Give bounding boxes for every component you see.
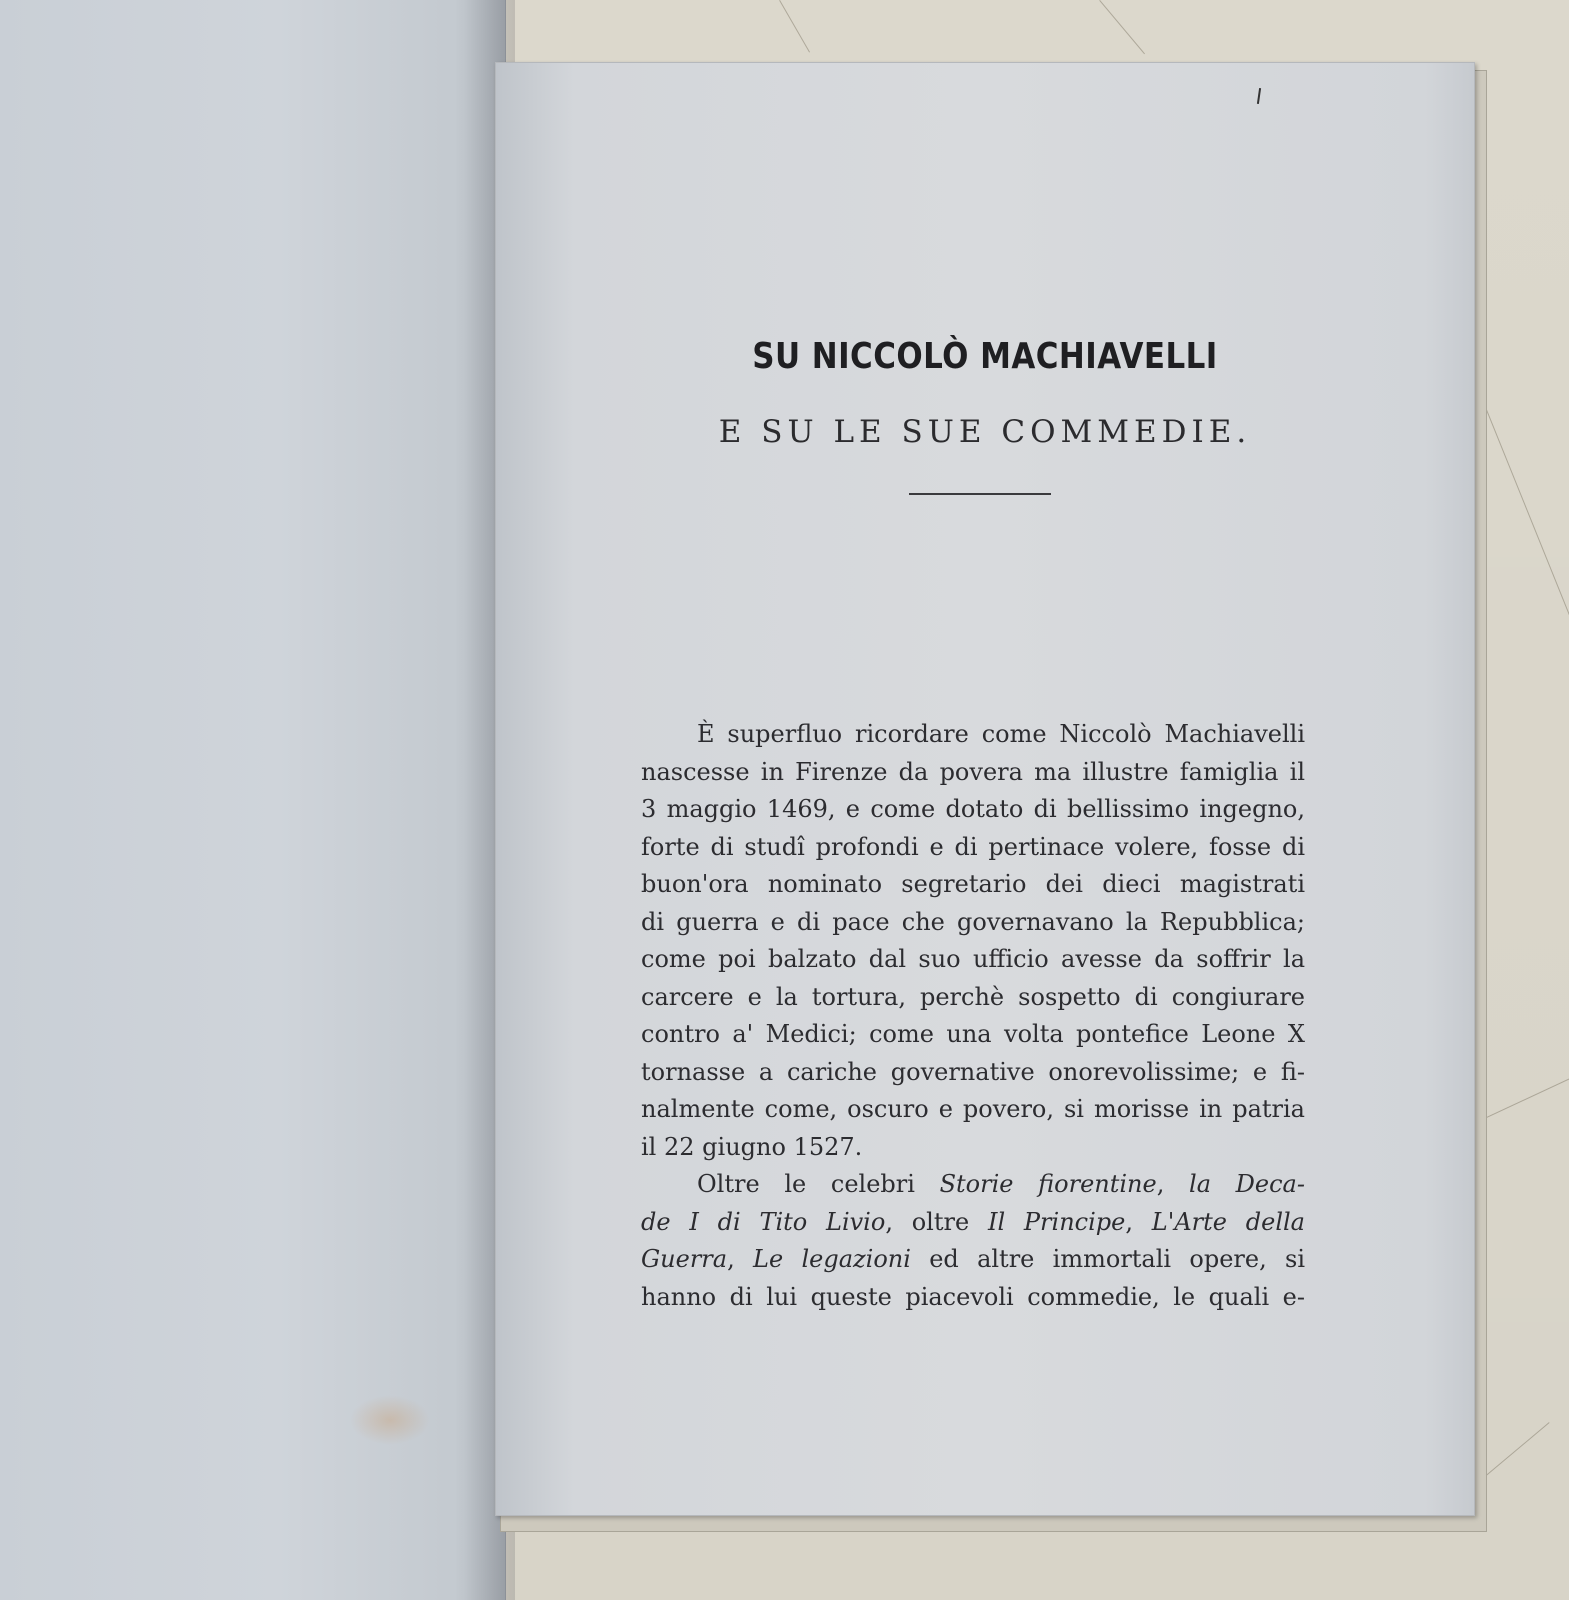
text-run: , [1125, 1207, 1152, 1236]
text-line: forte di studî profondi e di pertinace volere, fosse di [641, 832, 1305, 861]
table-scratch [1480, 1422, 1550, 1481]
text-run: ed altre immortali opere, si [910, 1245, 1305, 1273]
work-title: Il Principe [987, 1207, 1126, 1236]
text-run: , [1156, 1170, 1190, 1198]
text-run: , oltre [885, 1207, 988, 1236]
text-line: È superfluo ricordare come Niccolò Machiavelli [697, 720, 1305, 748]
text-line: tornasse a cariche governative onorevolissime; e fi- [641, 1057, 1305, 1086]
text-line: 3 maggio 1469, e come dotato di bellissimo ingegno, [641, 795, 1305, 823]
text-line: buon'ora nominato segretario dei dieci magistrati [641, 870, 1305, 898]
table-scratch [1099, 0, 1145, 54]
text-line: come poi balzato dal suo ufficio avesse da soffrir la [641, 945, 1305, 973]
text-run: , [727, 1245, 754, 1273]
work-title: de I di Tito Livio [641, 1207, 886, 1236]
table-scratch [1480, 1035, 1569, 1120]
text-run: Oltre le celebri [697, 1170, 940, 1198]
text-line: nascesse in Firenze da povera ma illustre famiglia il [641, 757, 1305, 786]
table-scratch [1474, 380, 1569, 649]
text-line [641, 1166, 1305, 1204]
table-scratch [779, 0, 810, 52]
text-line: hanno di lui queste piacevoli commedie, le quali e- [641, 1282, 1305, 1311]
text-line: carcere e la tortura, perchè sospetto di congiurare [641, 982, 1305, 1011]
left-page-stain [350, 1395, 430, 1445]
text-line [641, 1241, 1305, 1279]
work-title: la Deca- [1189, 1170, 1305, 1198]
work-title: Le legazioni [753, 1245, 911, 1273]
text-line [641, 1204, 1305, 1242]
body-text [641, 716, 1305, 1316]
title-rule [909, 493, 1051, 495]
text-line: il 22 giugno 1527. [641, 1132, 863, 1161]
work-title: Guerra [641, 1245, 728, 1273]
work-title: Storie fiorentine [939, 1170, 1157, 1198]
text-line: di guerra e di pace che governavano la Repubblica; [641, 907, 1305, 936]
paragraph-2 [641, 1166, 1305, 1316]
paragraph-1 [641, 716, 1305, 1166]
page-subtitle: E SU LE SUE COMMEDIE. [718, 414, 1252, 450]
page-title: SU NICCOLÒ MACHIAVELLI [752, 336, 1218, 377]
work-title: L'Arte della [1151, 1207, 1305, 1236]
text-line: contro a' Medici; come una volta pontefice Leone X [641, 1020, 1305, 1048]
text-line: nalmente come, oscuro e povero, si morisse in patria [641, 1095, 1305, 1123]
left-page [0, 0, 506, 1600]
